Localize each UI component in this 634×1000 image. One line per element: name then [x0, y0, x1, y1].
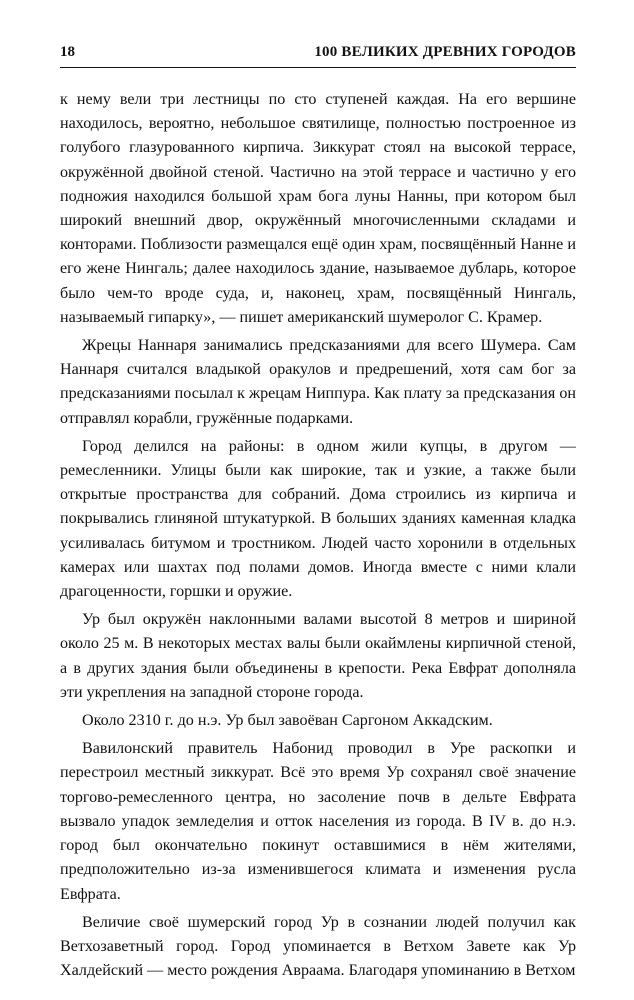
- paragraph: Величие своё шумерский город Ур в сознании людей получил как Ветхозаветный город. Город упоминается в Ветхом Завете как Ур Халдейский — место рождения Авраама. Благодаря упоминанию в Ветхом: [60, 913, 576, 980]
- paragraph: Город делился на районы: в одном жили купцы, в другом — ремесленники. Улицы были как широкие, так и узкие, а также были открытые пространства для собраний. Дома строились из кирпича и покрывались глиняной штукатуркой. В больших зданиях каменная кладка усиливалась битумом и тростником. Людей часто хоронили в отдельных камерах или шахтах под полами домов. Иногда вместе с ними клали драгоценности, горшки и оружие.: [60, 437, 576, 601]
- paragraph: к нему вели три лестницы по сто ступеней каждая. На его вершине находилось, вероятно, небольшое святилище, полностью построенное из голубого глазурованного кирпича. Зиккурат стоял на высокой террасе, окружённой двойной стеной. Частично на этой террасе и частично у его подножия находился большой храм бога луны Нанны, при котором был широкий внешний двор, окружённый многочисленными складами и конторами. Поблизости размещался ещё один храм, посвящённый Нанне и его жене Нингаль; далее находилось здание, называемое дубларь, которое было чем-то вроде суда, и, наконец, храм, посвящённый Нингаль, называемый гипарку», — пишет американский шумеролог С. Крамер.: [60, 91, 576, 326]
- paragraph: Вавилонский правитель Набонид проводил в Уре раскопки и перестроил местный зиккурат. Всё это время Ур сохранял своё значение торгово-ремесленного центра, но засоление почв в дельте Евфрата вызвало упадок земледелия и отток населения из города. В IV в. до н.э. город был окончательно покинут оставшимися в нём жителями, предположительно из-за изменившегося климата и изменения русла Евфрата.: [60, 740, 576, 903]
- page-number: 18: [60, 44, 75, 60]
- running-title: 100 ВЕЛИКИХ ДРЕВНИХ ГОРОДОВ: [314, 44, 576, 60]
- body-text: [60, 88, 576, 983]
- page-header: [60, 40, 576, 64]
- paragraph: Около 2310 г. до н.э. Ур был завоёван Саргоном Аккадским.: [82, 712, 493, 730]
- paragraph: Ур был окружён наклонными валами высотой 8 метров и шириной около 25 м. В некоторых местах валы были окаймлены кирпичной стеной, а в других здания были объединены в крепости. Река Евфрат дополняла эти укрепления на западной стороне города.: [60, 611, 576, 701]
- paragraph: Жрецы Наннаря занимались предсказаниями для всего Шумера. Сам Наннаря считался владыкой оракулов и предрешений, хотя сам бог за предсказаниями посылал к жрецам Ниппура. Как плату за предсказания он отправлял корабли, гружённые подарками.: [60, 337, 576, 427]
- header-rule: [60, 67, 576, 68]
